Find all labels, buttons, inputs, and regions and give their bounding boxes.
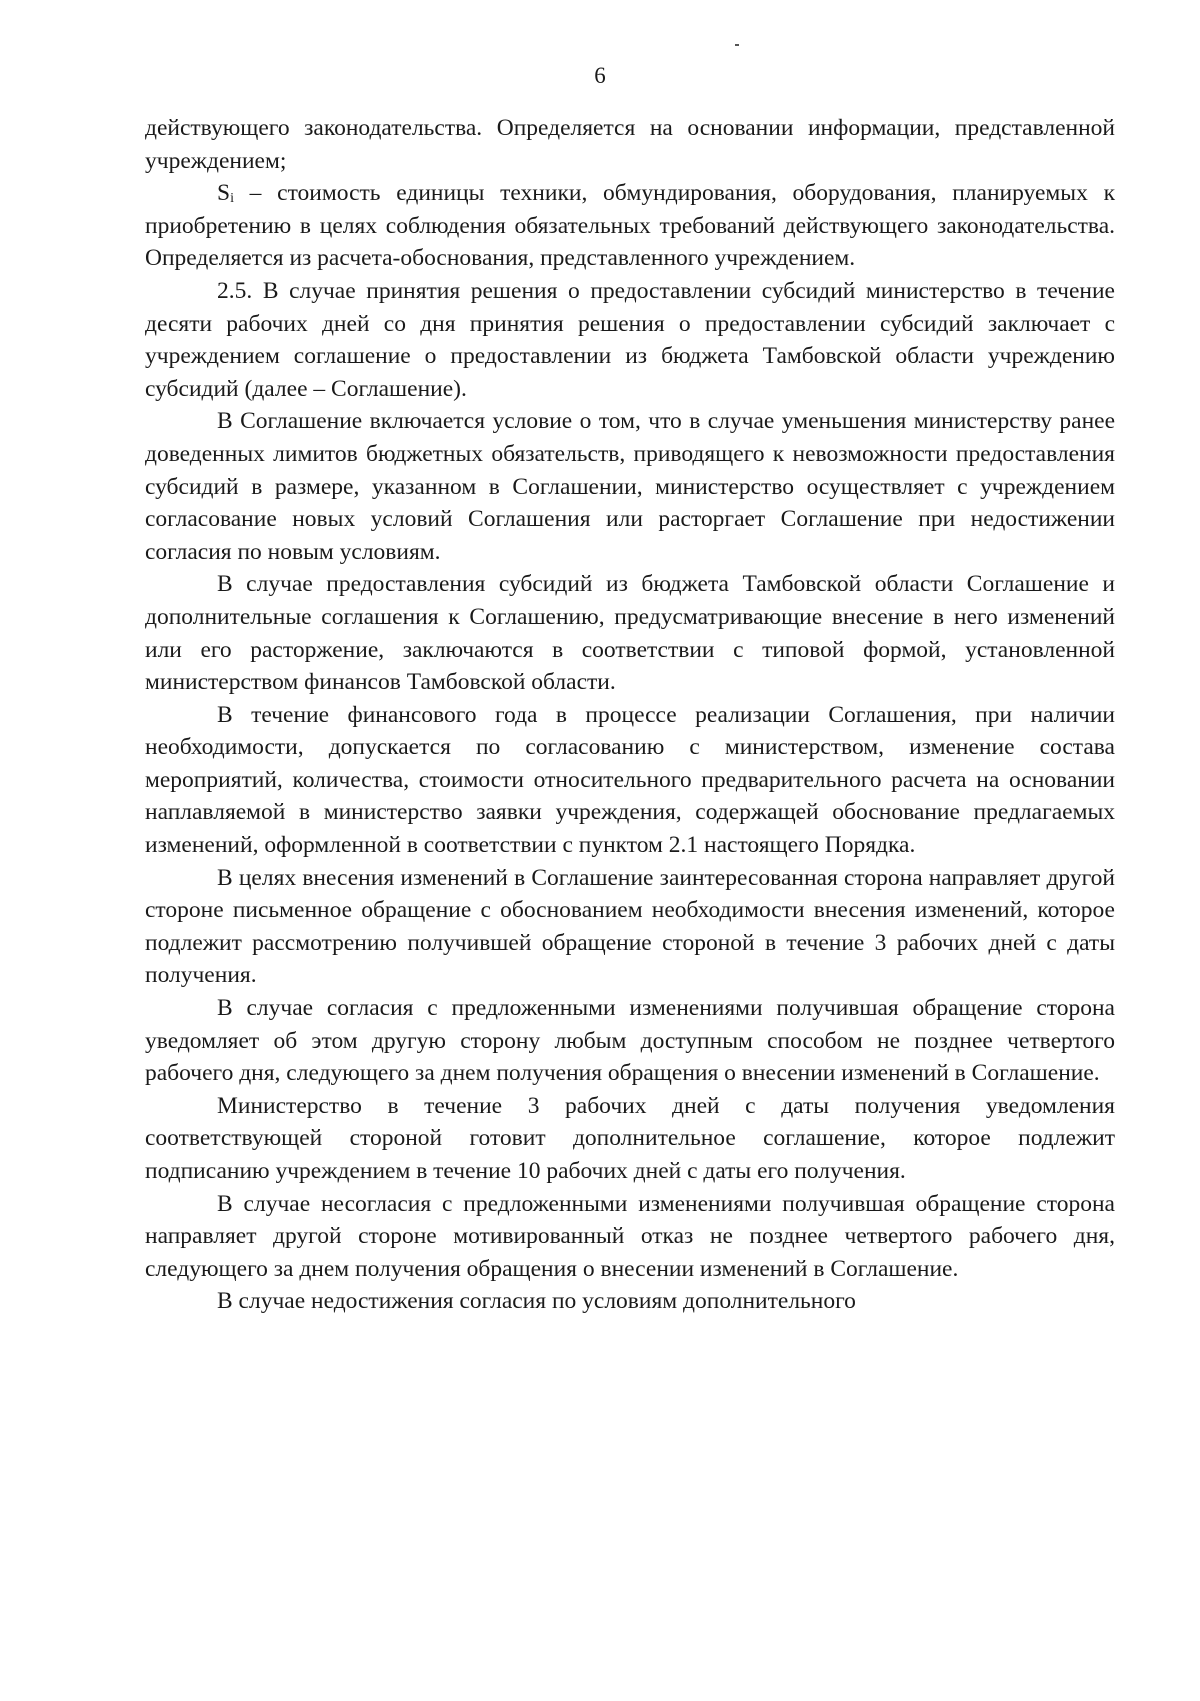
- paragraph-1: действующего законодательства. Определяется на основании информации, представленной учреждением;: [145, 115, 1115, 174]
- paragraph-10: В случае несогласия с предложенными изменениями получившая обращение сторона направляет другой стороне мотивированный отказ не позднее четвертого рабочего дня, следующего за днем получения обращения о внесении изменений в Соглашение.: [145, 1190, 1115, 1282]
- paragraph-2: Sᵢ – стоимость единицы техники, обмундирования, оборудования, планируемых к приобретению в целях соблюдения обязательных требований действующего законодательства. Определяется из расчета-обоснования, представленного учреждением.: [145, 180, 1115, 272]
- paragraph-3: 2.5. В случае принятия решения о предоставлении субсидий министерство в течение десяти рабочих дней со дня принятия решения о предоставлении субсидий заключает с учреждением соглашение о предоставлении из бюджета Тамбовской области учреждению субсидий (далее – Соглашение).: [145, 277, 1115, 402]
- paragraph-6: В течение финансового года в процессе реализации Соглашения, при наличии необходимости, допускается по согласованию с министерством, изменение состава мероприятий, количества, стоимости относительного предварительного расчета на основании наплавляемой в министерство заявки учреждения, содержащей обоснование предлагаемых изменений, оформленной в соответствии с пунктом 2.1 настоящего Порядка.: [145, 701, 1115, 859]
- document-body: [145, 112, 1115, 1318]
- scan-speck: [735, 44, 739, 46]
- paragraph-11: В случае недостижения согласия по условиям дополнительного: [217, 1288, 856, 1315]
- paragraph-8: В случае согласия с предложенными изменениями получившая обращение сторона уведомляет об этом другую сторону любым доступным способом не позднее четвертого рабочего дня, следующего за днем получения обращения о внесении изменений в Соглашение.: [145, 995, 1115, 1087]
- page-number: 6: [594, 63, 606, 88]
- paragraph-4: В Соглашение включается условие о том, что в случае уменьшения министерству ранее доведенных лимитов бюджетных обязательств, приводящего к невозможности предоставления субсидий в размере, указанном в Соглашении, министерство осуществляет с учреждением согласование новых условий Соглашения или расторгает Соглашение при недостижении согласия по новым условиям.: [145, 408, 1115, 565]
- paragraph-5: В случае предоставления субсидий из бюджета Тамбовской области Соглашение и дополнительные соглашения к Соглашению, предусматривающие внесение в него изменений или его расторжение, заключаются в соответствии с типовой формой, установленной министерством финансов Тамбовской области.: [145, 571, 1115, 696]
- paragraph-7: В целях внесения изменений в Соглашение заинтересованная сторона направляет другой стороне письменное обращение с обоснованием необходимости внесения изменений, которое подлежит рассмотрению получившей обращение стороной в течение 3 рабочих дней с даты получения.: [145, 864, 1115, 989]
- paragraph-9: Министерство в течение 3 рабочих дней с даты получения уведомления соответствующей стороной готовит дополнительное соглашение, которое подлежит подписанию учреждением в течение 10 рабочих дней с даты его получения.: [145, 1092, 1115, 1184]
